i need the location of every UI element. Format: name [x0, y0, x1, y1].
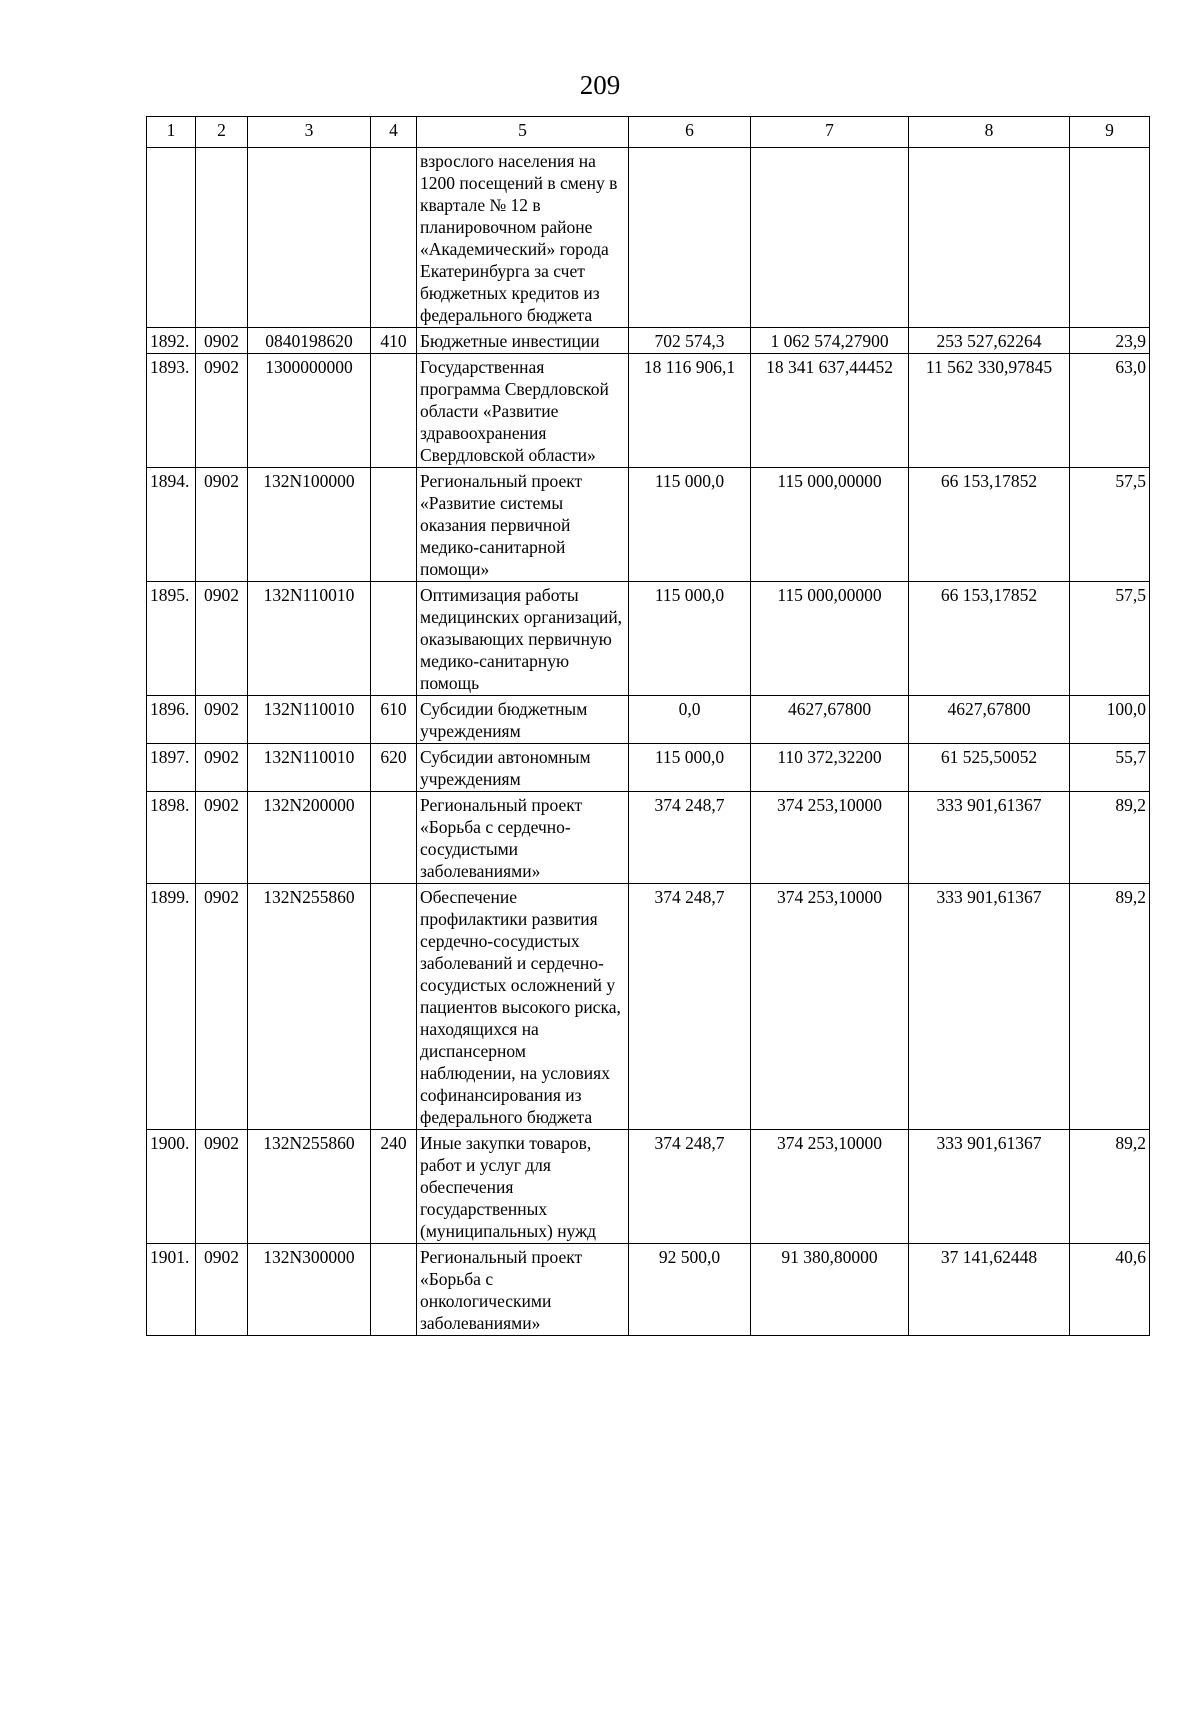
execution-percent: 40,6 — [1070, 1244, 1150, 1336]
approved-amount: 0,0 — [629, 696, 751, 744]
section-code: 0902 — [196, 468, 248, 582]
row-number: 1892. — [147, 328, 196, 354]
table-row — [147, 744, 1150, 792]
target-code: 132N100000 — [248, 468, 371, 582]
execution-percent: 57,5 — [1070, 468, 1150, 582]
section-code: 0902 — [196, 744, 248, 792]
expense-type — [371, 792, 417, 884]
section-code — [196, 148, 248, 328]
table-row — [147, 148, 1150, 328]
section-code: 0902 — [196, 1130, 248, 1244]
approved-amount: 374 248,7 — [629, 884, 751, 1130]
section-code: 0902 — [196, 582, 248, 696]
target-code: 132N110010 — [248, 582, 371, 696]
page-number: 209 — [579, 70, 621, 100]
approved-amount: 18 116 906,1 — [629, 354, 751, 468]
refined-amount: 374 253,10000 — [751, 1130, 909, 1244]
approved-amount: 92 500,0 — [629, 1244, 751, 1336]
row-number — [147, 148, 196, 328]
header-row — [147, 117, 1150, 148]
approved-amount: 115 000,0 — [629, 582, 751, 696]
approved-amount: 374 248,7 — [629, 792, 751, 884]
refined-amount: 110 372,32200 — [751, 744, 909, 792]
row-number: 1900. — [147, 1130, 196, 1244]
executed-amount: 4627,67800 — [909, 696, 1070, 744]
table-row — [147, 354, 1150, 468]
refined-amount: 18 341 637,44452 — [751, 354, 909, 468]
section-code: 0902 — [196, 792, 248, 884]
executed-amount: 37 141,62448 — [909, 1244, 1070, 1336]
row-number: 1897. — [147, 744, 196, 792]
target-code: 132N110010 — [248, 696, 371, 744]
refined-amount: 1 062 574,27900 — [751, 328, 909, 354]
refined-amount: 115 000,00000 — [751, 468, 909, 582]
header-cell: 3 — [248, 117, 371, 148]
target-code: 0840198620 — [248, 328, 371, 354]
expense-type: 610 — [371, 696, 417, 744]
table-row — [147, 884, 1150, 1130]
section-code: 0902 — [196, 696, 248, 744]
target-code: 1300000000 — [248, 354, 371, 468]
executed-amount: 11 562 330,97845 — [909, 354, 1070, 468]
approved-amount: 115 000,0 — [629, 744, 751, 792]
execution-percent: 57,5 — [1070, 582, 1150, 696]
refined-amount: 115 000,00000 — [751, 582, 909, 696]
expense-type — [371, 884, 417, 1130]
item-name: взрослого населения на 1200 посещений в смену в квартале № 12 в планировочном районе «Академический» города Екатеринбурга за счет бюджетных кредитов из федерального бюджета — [417, 148, 629, 328]
execution-percent: 23,9 — [1070, 328, 1150, 354]
execution-percent: 89,2 — [1070, 884, 1150, 1130]
header-cell: 5 — [417, 117, 629, 148]
item-name: Субсидии бюджетным учреждениям — [417, 696, 629, 744]
execution-percent: 55,7 — [1070, 744, 1150, 792]
approved-amount: 702 574,3 — [629, 328, 751, 354]
item-name: Региональный проект «Борьба с сердечно-сосудистыми заболеваниями» — [417, 792, 629, 884]
table-row — [147, 1244, 1150, 1336]
expense-type — [371, 1244, 417, 1336]
item-name: Региональный проект «Борьба с онкологическими заболеваниями» — [417, 1244, 629, 1336]
item-name: Бюджетные инвестиции — [417, 328, 629, 354]
approved-amount: 374 248,7 — [629, 1130, 751, 1244]
target-code: 132N110010 — [248, 744, 371, 792]
expense-type — [371, 468, 417, 582]
header-cell: 2 — [196, 117, 248, 148]
header-cell: 9 — [1070, 117, 1150, 148]
execution-percent: 100,0 — [1070, 696, 1150, 744]
header-cell: 1 — [147, 117, 196, 148]
section-code: 0902 — [196, 884, 248, 1130]
table-row — [147, 468, 1150, 582]
header-cell: 8 — [909, 117, 1070, 148]
execution-percent: 89,2 — [1070, 1130, 1150, 1244]
target-code: 132N255860 — [248, 884, 371, 1130]
item-name: Государственная программа Свердловской области «Развитие здравоохранения Свердловской области» — [417, 354, 629, 468]
target-code: 132N300000 — [248, 1244, 371, 1336]
executed-amount: 333 901,61367 — [909, 884, 1070, 1130]
target-code: 132N255860 — [248, 1130, 371, 1244]
header-cell: 6 — [629, 117, 751, 148]
executed-amount: 66 153,17852 — [909, 582, 1070, 696]
refined-amount: 91 380,80000 — [751, 1244, 909, 1336]
row-number: 1898. — [147, 792, 196, 884]
executed-amount — [909, 148, 1070, 328]
refined-amount: 4627,67800 — [751, 696, 909, 744]
budget-table — [146, 116, 1150, 1336]
execution-percent: 63,0 — [1070, 354, 1150, 468]
table-row — [147, 582, 1150, 696]
approved-amount: 115 000,0 — [629, 468, 751, 582]
target-code: 132N200000 — [248, 792, 371, 884]
execution-percent: 89,2 — [1070, 792, 1150, 884]
section-code: 0902 — [196, 328, 248, 354]
expense-type — [371, 148, 417, 328]
row-number: 1895. — [147, 582, 196, 696]
table-row — [147, 792, 1150, 884]
executed-amount: 253 527,62264 — [909, 328, 1070, 354]
table-row — [147, 1130, 1150, 1244]
row-number: 1896. — [147, 696, 196, 744]
item-name: Оптимизация работы медицинских организаций, оказывающих первичную медико-санитарную помощь — [417, 582, 629, 696]
header-cell: 7 — [751, 117, 909, 148]
refined-amount: 374 253,10000 — [751, 884, 909, 1130]
row-number: 1893. — [147, 354, 196, 468]
section-code: 0902 — [196, 354, 248, 468]
item-name: Региональный проект «Развитие системы оказания первичной медико-санитарной помощи» — [417, 468, 629, 582]
header-cell: 4 — [371, 117, 417, 148]
expense-type: 240 — [371, 1130, 417, 1244]
execution-percent — [1070, 148, 1150, 328]
executed-amount: 66 153,17852 — [909, 468, 1070, 582]
item-name: Субсидии автономным учреждениям — [417, 744, 629, 792]
approved-amount — [629, 148, 751, 328]
refined-amount — [751, 148, 909, 328]
target-code — [248, 148, 371, 328]
section-code: 0902 — [196, 1244, 248, 1336]
row-number: 1899. — [147, 884, 196, 1130]
item-name: Обеспечение профилактики развития сердечно-сосудистых заболеваний и сердечно-сосудистых осложнений у пациентов высокого риска, находящихся на диспансерном наблюдении, на условиях софинансирования из федерального бюджета — [417, 884, 629, 1130]
row-number: 1901. — [147, 1244, 196, 1336]
expense-type: 620 — [371, 744, 417, 792]
expense-type — [371, 354, 417, 468]
row-number: 1894. — [147, 468, 196, 582]
executed-amount: 333 901,61367 — [909, 1130, 1070, 1244]
expense-type — [371, 582, 417, 696]
item-name: Иные закупки товаров, работ и услуг для обеспечения государственных (муниципальных) нужд — [417, 1130, 629, 1244]
refined-amount: 374 253,10000 — [751, 792, 909, 884]
executed-amount: 333 901,61367 — [909, 792, 1070, 884]
table-row — [147, 696, 1150, 744]
executed-amount: 61 525,50052 — [909, 744, 1070, 792]
expense-type: 410 — [371, 328, 417, 354]
table-row — [147, 328, 1150, 354]
